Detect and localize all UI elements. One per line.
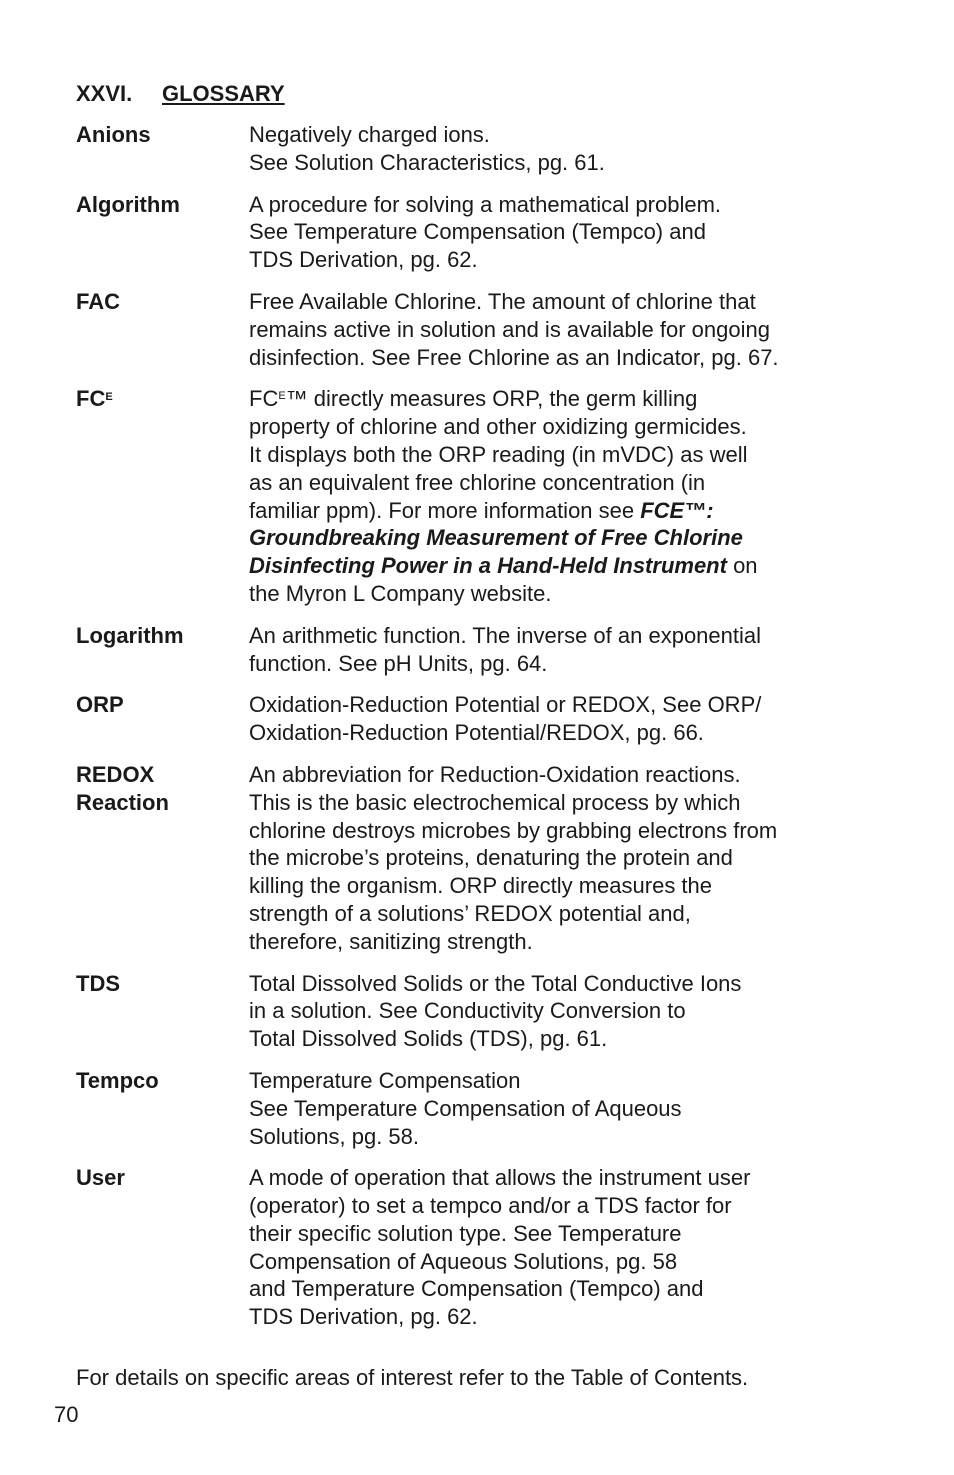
glossary-term: ORP	[76, 692, 124, 718]
definition-line: in a solution. See Conductivity Conversion to	[249, 998, 686, 1024]
definition-line: TDS Derivation, pg. 62.	[249, 1304, 478, 1330]
definition-line: killing the organism. ORP directly measures the	[249, 873, 713, 899]
definition-line: their specific solution type. See Temperature	[249, 1220, 682, 1246]
glossary-definition	[249, 385, 856, 607]
term-line: REDOX	[76, 761, 155, 787]
definition-line: See Temperature Compensation (Tempco) and	[249, 219, 706, 245]
definition-line: and Temperature Compensation (Tempco) and	[249, 1276, 704, 1302]
glossary-term: TDS	[76, 970, 120, 996]
page-number: 70	[54, 1402, 79, 1427]
definition-line: (operator) to set a tempco and/or a TDS factor for	[249, 1193, 732, 1219]
glossary-definition	[249, 191, 856, 274]
definition-line	[249, 552, 856, 580]
definition-line: disinfection. See Free Chlorine as an Indicator, pg. 67.	[249, 344, 779, 370]
glossary-term: Tempco	[76, 1067, 159, 1093]
definition-line: as an equivalent free chlorine concentration (in	[249, 469, 706, 495]
definition-line: Compensation of Aqueous Solutions, pg. 58	[249, 1248, 678, 1274]
glossary-entry-fce	[76, 385, 856, 607]
glossary-definition	[249, 761, 856, 956]
section-heading	[76, 80, 856, 108]
glossary-entry-anions	[76, 121, 856, 177]
text-run: FC	[249, 386, 279, 412]
glossary-page	[76, 80, 856, 1345]
glossary-term: FAC	[76, 288, 120, 314]
glossary-term: Anions	[76, 122, 151, 147]
definition-line: strength of a solutions’ REDOX potential and,	[249, 900, 691, 926]
term-line: Reaction	[76, 789, 169, 815]
footer-note: For details on specific areas of interest refer to the Table of Contents.	[76, 1365, 749, 1390]
definition-line: Negatively charged ions.	[249, 122, 490, 147]
definition-line: Oxidation-Reduction Potential or REDOX, See ORP/	[249, 692, 762, 718]
definition-line: chlorine destroys microbes by grabbing electrons from	[249, 817, 778, 843]
glossary-term: Logarithm	[76, 622, 184, 648]
glossary-entry-logarithm	[76, 622, 856, 678]
definition-line: This is the basic electrochemical process by which	[249, 789, 741, 815]
section-title: GLOSSARY	[162, 81, 285, 106]
text-run: familiar ppm). For more information see	[249, 497, 641, 523]
glossary-entry-redox-reaction	[76, 761, 856, 956]
definition-line: Total Dissolved Solids (TDS), pg. 61.	[249, 1026, 608, 1052]
definition-line: A procedure for solving a mathematical problem.	[249, 191, 722, 217]
definition-line: See Temperature Compensation of Aqueous	[249, 1095, 682, 1121]
definition-line	[249, 497, 856, 525]
glossary-term	[76, 385, 249, 607]
definition-line: property of chlorine and other oxidizing germicides.	[249, 414, 747, 440]
glossary-entry-user	[76, 1164, 856, 1331]
text-run: on	[726, 553, 758, 579]
definition-line	[249, 385, 856, 413]
glossary-definition	[249, 121, 856, 177]
publication-title: Groundbreaking Measurement of Free Chlorine	[249, 525, 743, 551]
glossary-entry-algorithm	[76, 191, 856, 274]
glossary-term	[76, 761, 249, 956]
definition-line: the microbe’s proteins, denaturing the protein and	[249, 845, 733, 871]
text-run: ™ directly measures ORP, the germ killing	[285, 386, 698, 412]
glossary-definition	[249, 691, 856, 747]
definition-line: A mode of operation that allows the instrument user	[249, 1165, 751, 1191]
definition-line: TDS Derivation, pg. 62.	[249, 247, 478, 273]
definition-line: See Solution Characteristics, pg. 61.	[249, 149, 605, 175]
glossary-definition	[249, 970, 856, 1053]
definition-line: An arithmetic function. The inverse of an exponential	[249, 622, 762, 648]
definition-line: the Myron L Company website.	[249, 580, 552, 606]
glossary-entry-tempco	[76, 1067, 856, 1150]
definition-line: therefore, sanitizing strength.	[249, 928, 533, 954]
term-superscript: E	[105, 391, 113, 404]
definition-line: An abbreviation for Reduction-Oxidation reactions.	[249, 761, 741, 787]
term-text: FC	[76, 386, 106, 412]
publication-title: FCE™:	[640, 497, 714, 523]
glossary-definition	[249, 622, 856, 678]
section-number: XXVI.	[76, 81, 133, 106]
glossary-entry-orp	[76, 691, 856, 747]
publication-title: Disinfecting Power in a Hand-Held Instrument	[249, 553, 727, 579]
glossary-term: User	[76, 1165, 125, 1191]
definition-line: Solutions, pg. 58.	[249, 1123, 420, 1149]
glossary-term: Algorithm	[76, 191, 180, 217]
definition-line: It displays both the ORP reading (in mVDC) as well	[249, 441, 748, 467]
glossary-definition	[249, 288, 856, 371]
glossary-definition	[249, 1164, 856, 1331]
glossary-entry-fac	[76, 288, 856, 371]
definition-line: Temperature Compensation	[249, 1067, 521, 1093]
definition-line: Oxidation-Reduction Potential/REDOX, pg. 66.	[249, 720, 704, 746]
glossary-entry-tds	[76, 970, 856, 1053]
glossary-definition	[249, 1067, 856, 1150]
superscript: E	[278, 390, 286, 403]
definition-line: Total Dissolved Solids or the Total Conductive Ions	[249, 970, 742, 996]
definition-line: function. See pH Units, pg. 64.	[249, 650, 548, 676]
definition-line: Free Available Chlorine. The amount of chlorine that	[249, 288, 756, 314]
definition-line: remains active in solution and is available for ongoing	[249, 316, 770, 342]
